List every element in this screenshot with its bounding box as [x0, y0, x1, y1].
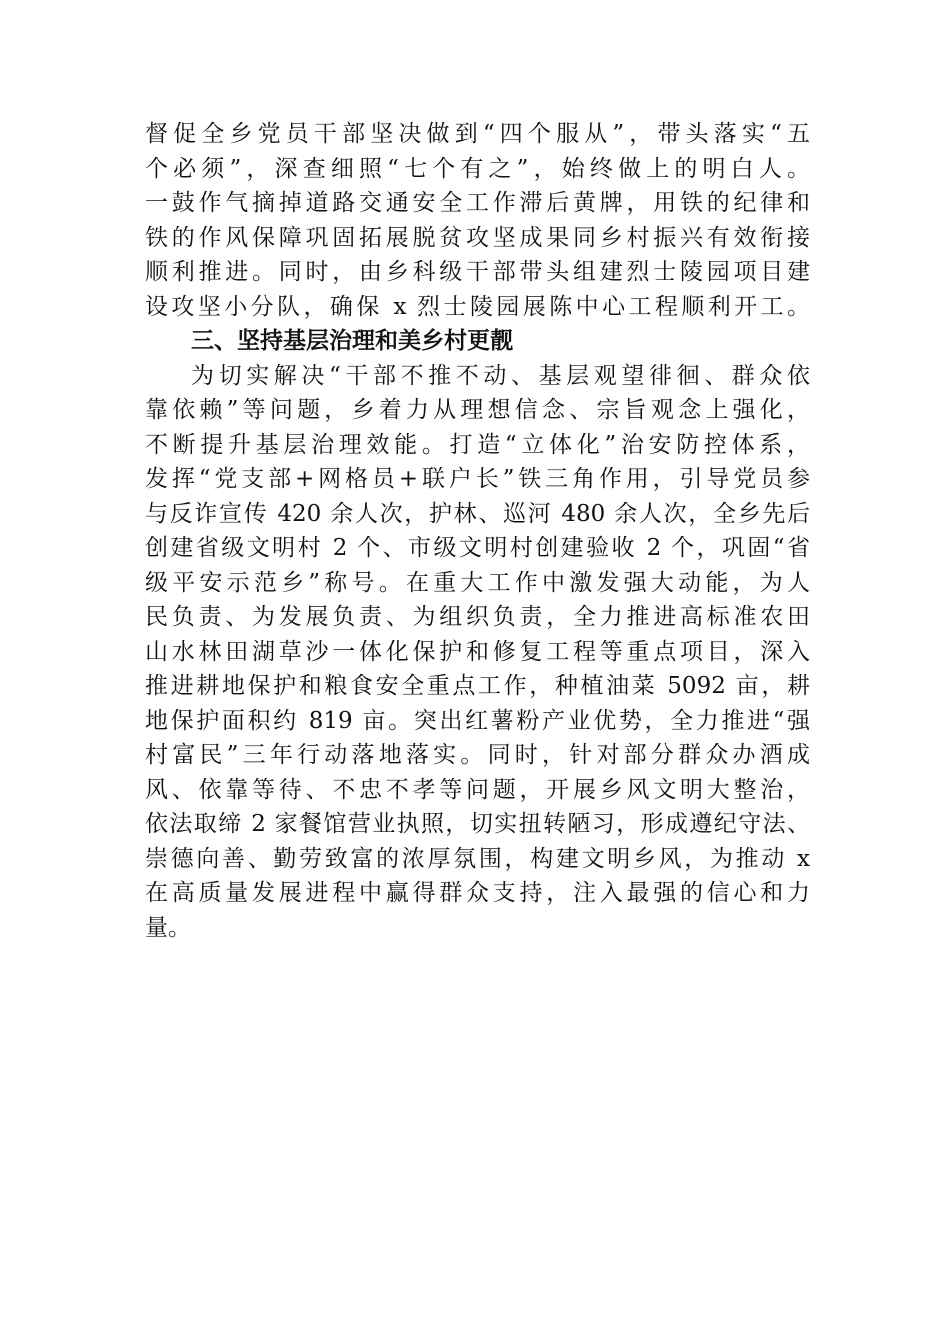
paragraph-continued — [145, 117, 810, 324]
document-body — [145, 117, 810, 945]
text-line: 顺利推进。同时，由乡科级干部带头组建烈士陵园项目建 — [145, 259, 810, 285]
text-line: 崇德向善、勤劳致富的浓厚氛围，构建文明乡风，为推动 x — [145, 845, 810, 872]
text-line: 山水林田湖草沙一体化保护和修复工程等重点项目，深入 — [145, 638, 810, 665]
paragraph-governance — [145, 359, 810, 946]
text-line: 设攻坚小分队，确保 x 烈士陵园展陈中心工程顺利开工。 — [145, 293, 810, 320]
text-line: 发挥“党支部+网格员+联户长”铁三角作用，引导党员参 — [145, 466, 810, 492]
text-line: 在高质量发展进程中赢得群众支持，注入最强的信心和力 — [145, 880, 810, 906]
text-line: 与反诈宣传 420 余人次，护林、巡河 480 余人次，全乡先后 — [145, 500, 810, 527]
text-line: 督促全乡党员干部坚决做到“四个服从”，带头落实“五 — [145, 121, 810, 147]
text-line: 一鼓作气摘掉道路交通安全工作滞后黄牌，用铁的纪律和 — [145, 190, 810, 216]
text-line: 量。 — [145, 914, 191, 941]
text-line: 级平安示范乡”称号。在重大工作中激发强大动能，为人 — [145, 569, 810, 596]
text-line: 地保护面积约 819 亩。突出红薯粉产业优势，全力推进“强 — [145, 707, 810, 734]
text-line: 依法取缔 2 家餐馆营业执照，切实扭转陋习，形成遵纪守法、 — [145, 811, 810, 837]
section-heading: 三、坚持基层治理和美乡村更靓 — [191, 328, 513, 354]
text-line: 不断提升基层治理效能。打造“立体化”治安防控体系， — [145, 431, 810, 458]
text-line: 民负责、为发展负责、为组织负责，全力推进高标准农田 — [145, 604, 810, 630]
text-line: 村富民”三年行动落地落实。同时，针对部分群众办酒成 — [145, 742, 810, 768]
text-line: 个必须”，深查细照“七个有之”，始终做上的明白人。 — [145, 155, 810, 182]
text-line: 为切实解决“干部不推不动、基层观望徘徊、群众依 — [191, 362, 810, 389]
text-line: 推进耕地保护和粮食安全重点工作，种植油菜 5092 亩，耕 — [145, 673, 810, 699]
text-line: 创建省级文明村 2 个、市级文明村创建验收 2 个，巩固“省 — [145, 535, 810, 561]
text-line: 靠依赖”等问题，乡着力从理想信念、宗旨观念上强化， — [145, 397, 810, 423]
text-line: 铁的作风保障巩固拓展脱贫攻坚成果同乡村振兴有效衔接 — [145, 224, 810, 251]
text-line: 风、依靠等待、不忠不孝等问题，开展乡风文明大整治， — [145, 776, 810, 803]
